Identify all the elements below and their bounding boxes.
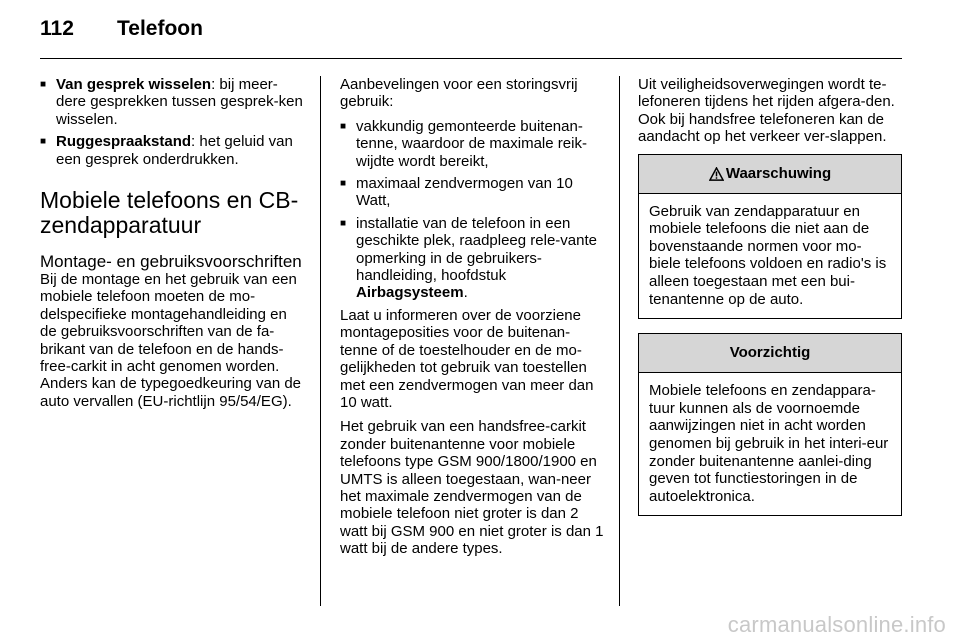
header-divider: [40, 58, 902, 59]
page-title: Telefoon: [117, 17, 203, 40]
list-item-end: .: [463, 284, 468, 302]
column-3: [638, 76, 902, 516]
list-item: [340, 215, 607, 302]
term-ruggespraakstand: Ruggespraakstand: [56, 133, 192, 151]
warning-box-header: [639, 155, 901, 194]
list-item-text: installatie van de telefoon in een geschikte plek, raadpleeg rele-vante opmerking in de gebruikers-handleiding, hoofdstuk: [356, 214, 597, 285]
list-item-text: : het geluid van een gesprek onderdrukken.: [56, 133, 293, 168]
page-number: 112: [40, 17, 74, 40]
paragraph: Uit veiligheidsoverwegingen wordt te-lefoneren tijdens het rijden afgera-den. Ook bij handsfree telefoneren kan de aandacht op het verkeer ver-slappen.: [638, 76, 895, 146]
warning-triangle-icon: [709, 167, 724, 181]
list-item: ■ maximaal zendvermogen van 10 Watt,: [340, 175, 607, 210]
paragraph: Het gebruik van een handsfree-carkit zonder buitenantenne voor mobiele telefoons type GSM 900/1800/1900 en UMTS is alleen toegestaan, wan-neer het maximale zendvermogen van de mobiele telefoon niet groter is dan 2 watt bij GSM 900 en niet groter is dan 1 watt bij de andere types.: [340, 418, 604, 558]
column-divider-2: [619, 76, 620, 606]
list-item-text: : bij meer-dere gesprekken tussen gesprek-ken wisselen.: [56, 76, 303, 128]
caution-title: Voorzichtig: [729, 344, 811, 362]
caution-text: Mobiele telefoons en zendappara-tuur kunnen als de voornoemde aanwijzingen niet in acht worden genomen bij gebruik in het interi-eur zonder buitenantenne aanlei-ding geven tot functiestoringen in de autoelektronica.: [649, 382, 889, 505]
caution-box: [638, 333, 902, 516]
term-airbagsysteem: Airbagsysteem: [356, 284, 464, 302]
column-divider-1: [320, 76, 321, 606]
list-item: [40, 133, 305, 168]
list-item: ■ vakkundig gemonteerde buitenan-tenne, waardoor de maximale reik-wijdte wordt bereikt,: [340, 118, 607, 170]
warning-title: Waarschuwing: [725, 164, 832, 182]
term-van-gesprek-wisselen: Van gesprek wisselen: [56, 76, 212, 93]
list-item: [40, 76, 305, 128]
paragraph: Aanbevelingen voor een storingsvrij gebruik:: [340, 76, 578, 111]
caution-box-header: [639, 334, 901, 373]
paragraph: Bij de montage en het gebruik van een mobiele telefoon moeten de mo-delspecifieke montagehandleiding en de gebruiksvoorschriften van de fa-brikant van de telefoon en de hands-free-carkit in acht genomen worden. Anders kan de typegoedkeuring van de auto vervallen (EU-richtlijn 95/54/EG).: [40, 271, 302, 410]
warning-box: [638, 154, 902, 320]
subsection-heading: Montage- en gebruiksvoorschriften: [40, 252, 302, 272]
paragraph: Laat u informeren over de voorziene montageposities voor de buitenan-tenne of de toestelhouder en de mo-gelijkheden tot gebruik van toestellen met een zendvermogen van meer dan 10 watt.: [340, 306, 594, 411]
section-heading: Mobiele telefoons en CB-zendapparatuur: [40, 187, 299, 239]
column-2: [340, 76, 607, 565]
warning-text: Gebruik van zendapparatuur en mobiele telefoons die niet aan de bovenstaande normen voor mo-biele telefoons voldoen en radio's is alleen toegestaan met een bui-tenantenne op de auto.: [649, 202, 887, 308]
column-1: [40, 76, 305, 417]
watermark: carmanualsonline.info: [727, 612, 946, 637]
